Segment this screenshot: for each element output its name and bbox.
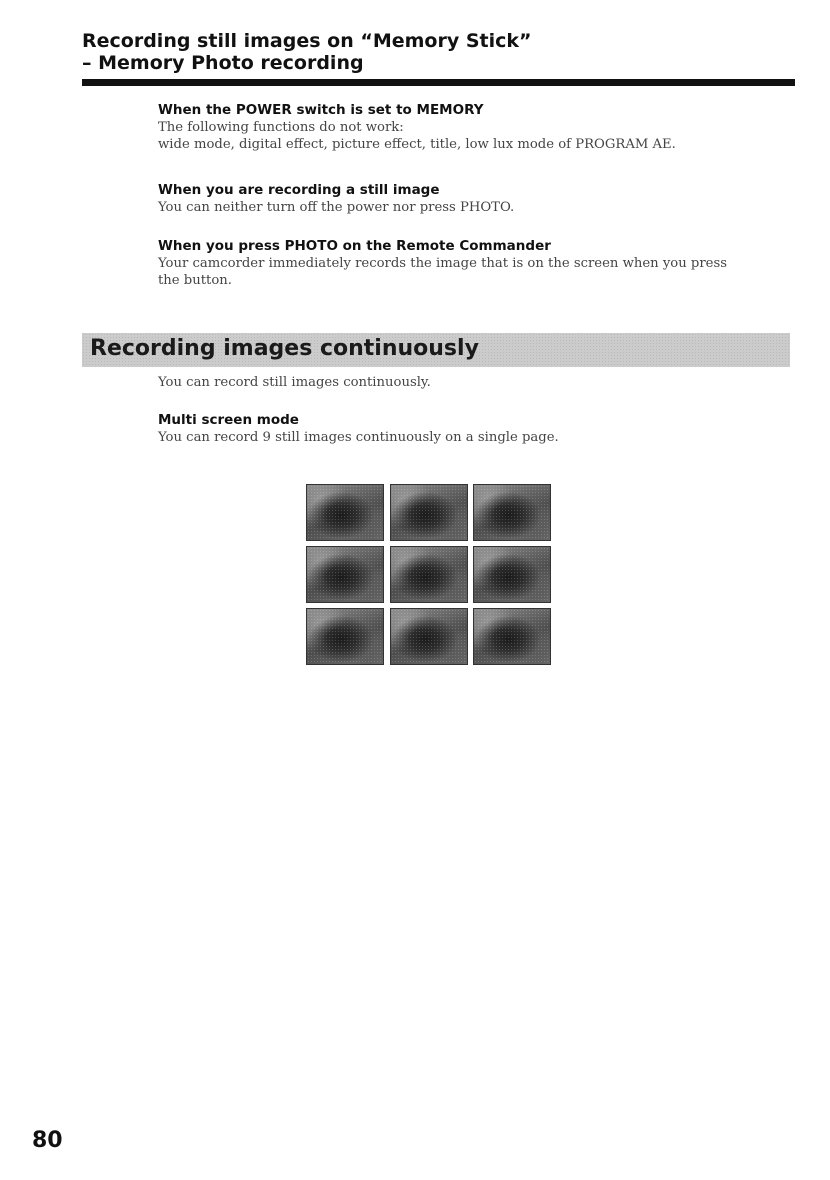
section-title: Recording images continuously: [90, 336, 479, 361]
thumbnail-image: [473, 546, 551, 603]
header-rule: [82, 79, 795, 86]
thumbnail-image: [390, 484, 468, 541]
note-recording-still: [158, 181, 788, 216]
multi-screen-mode: [158, 411, 788, 446]
page-number: 80: [32, 1128, 63, 1153]
note-remote-commander: [158, 237, 788, 289]
note-text-line: The following functions do not work:: [158, 120, 404, 135]
thumbnail-image: [473, 484, 551, 541]
note-heading: When the POWER switch is set to MEMORY: [158, 102, 484, 118]
thumbnail-image: [390, 546, 468, 603]
note-text-line: You can neither turn off the power nor press PHOTO.: [158, 200, 515, 215]
note-text-line: the button.: [158, 273, 232, 288]
header-title-line2: – Memory Photo recording: [82, 52, 364, 74]
note-text-line: Your camcorder immediately records the image that is on the screen when you press: [158, 256, 727, 271]
note-heading: When you are recording a still image: [158, 182, 440, 198]
page-header: [82, 30, 532, 74]
thumbnail-image: [306, 608, 384, 665]
note-text-line: wide mode, digital effect, picture effect, title, low lux mode of PROGRAM AE.: [158, 137, 676, 152]
multi-screen-image-grid: [306, 484, 552, 665]
sub-text: You can record 9 still images continuously on a single page.: [158, 430, 559, 445]
sub-heading: Multi screen mode: [158, 412, 299, 428]
thumbnail-image: [390, 608, 468, 665]
thumbnail-image: [306, 546, 384, 603]
note-power-switch: [158, 101, 788, 153]
thumbnail-image: [473, 608, 551, 665]
section-intro: [158, 374, 788, 391]
thumbnail-image: [306, 484, 384, 541]
note-heading: When you press PHOTO on the Remote Commander: [158, 238, 551, 254]
section-intro-text: You can record still images continuously.: [158, 375, 431, 390]
header-title-line1: Recording still images on “Memory Stick”: [82, 30, 532, 52]
